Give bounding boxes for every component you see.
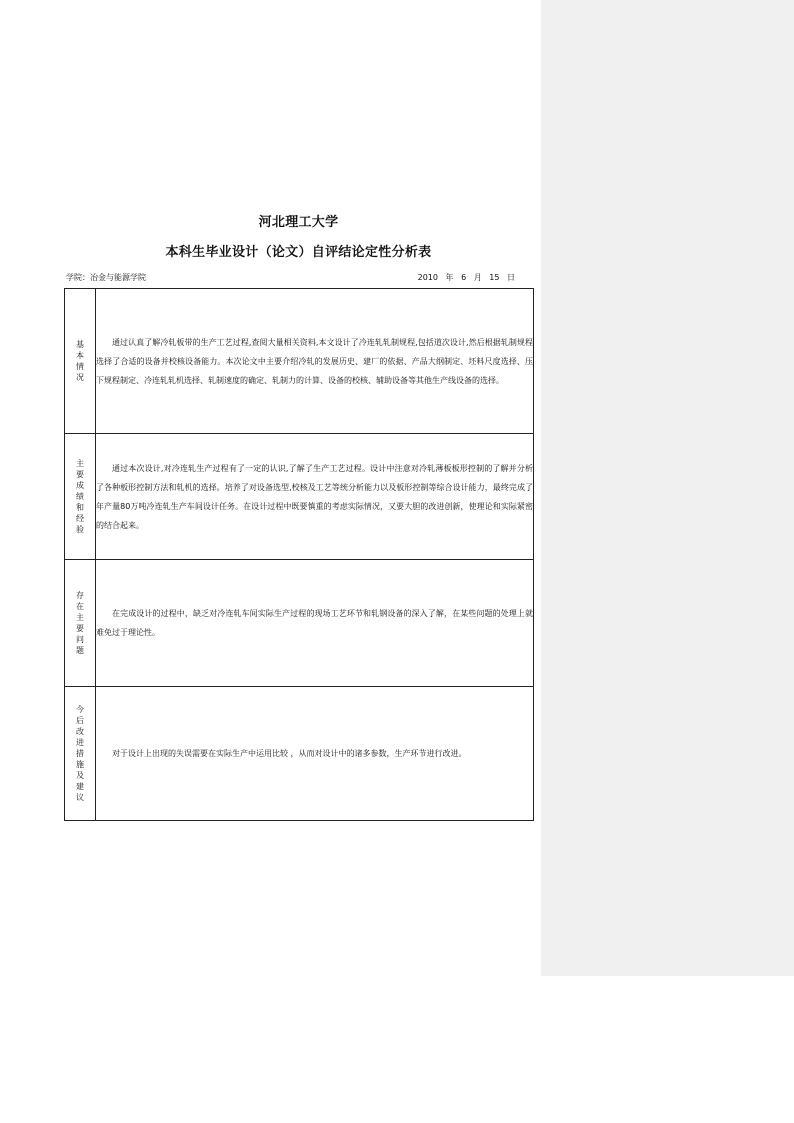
date-year-unit: 年 bbox=[445, 273, 454, 282]
row-content bbox=[96, 687, 534, 821]
date-year: 2010 bbox=[417, 273, 438, 282]
row-content bbox=[96, 289, 534, 434]
row-label bbox=[65, 560, 96, 687]
row-label-text: 主要成绩和经验 bbox=[76, 459, 84, 534]
form-meta bbox=[64, 271, 533, 285]
row-content-text: 在完成设计的过程中，缺乏对冷连轧车间实际生产过程的现场工艺环节和轧钢设备的深入了解，在某些问题的处理上就难免过于理论性。 bbox=[96, 609, 533, 637]
table-row bbox=[65, 289, 534, 434]
table-row bbox=[65, 560, 534, 687]
row-label-text: 今后改进措施及建议 bbox=[76, 705, 84, 802]
row-label-text: 存在主要问题 bbox=[76, 591, 84, 655]
form-title: 本科生毕业设计（论文）自评结论定性分析表 bbox=[165, 245, 432, 260]
row-content-text: 对于设计上出现的失误需要在实际生产中运用比较 ，从而对设计中的诸多参数，生产环节进行改进。 bbox=[112, 749, 467, 758]
row-content bbox=[96, 560, 534, 687]
row-content bbox=[96, 434, 534, 560]
college-field: 学院：冶金与能源学院 bbox=[66, 273, 146, 282]
comment-pane bbox=[541, 0, 794, 976]
date-month-unit: 月 bbox=[473, 273, 482, 282]
evaluation-table bbox=[64, 288, 534, 821]
university-title: 河北理工大学 bbox=[258, 215, 339, 230]
row-content-text: 通过本次设计,对冷连轧生产过程有了一定的认识,了解了生产工艺过程。设计中注意对冷轧薄板板形控制的了解并分析了各种板形控制方法和轧机的选择。培养了对设备选型,校核及工艺等统分析能力以及板形控制等综合设计能力，最终完成了年产量80万吨冷连轧生产车间设计任务。在设计过程中既要慎重的考虑实际情况，又要大胆的改进创新，使理论和实际紧密的结合起来。 bbox=[96, 463, 533, 530]
date-month: 6 bbox=[461, 273, 467, 282]
row-label bbox=[65, 687, 96, 821]
table-row bbox=[65, 434, 534, 560]
row-content-text: 通过认真了解冷轧板带的生产工艺过程,查阅大量相关资料,本文设计了冷连轧轧制规程,包括道次设计,然后根据轧制规程选择了合适的设备并校核设备能力。本次论文中主要介绍冷轧的发展历史、建厂的依据、产品大纲制定、坯料尺度选择、压下规程制定、冷连轧轧机选择、轧制速度的确定、轧制力的计算、设备的校核、辅助设备等其他生产线设备的选择。 bbox=[96, 337, 533, 385]
date-field bbox=[418, 271, 515, 285]
row-label bbox=[65, 289, 96, 434]
row-label-text: 基本情况 bbox=[76, 340, 84, 382]
row-label bbox=[65, 434, 96, 560]
table-row bbox=[65, 687, 534, 821]
date-day: 15 bbox=[489, 273, 500, 282]
date-day-unit: 日 bbox=[507, 273, 515, 282]
